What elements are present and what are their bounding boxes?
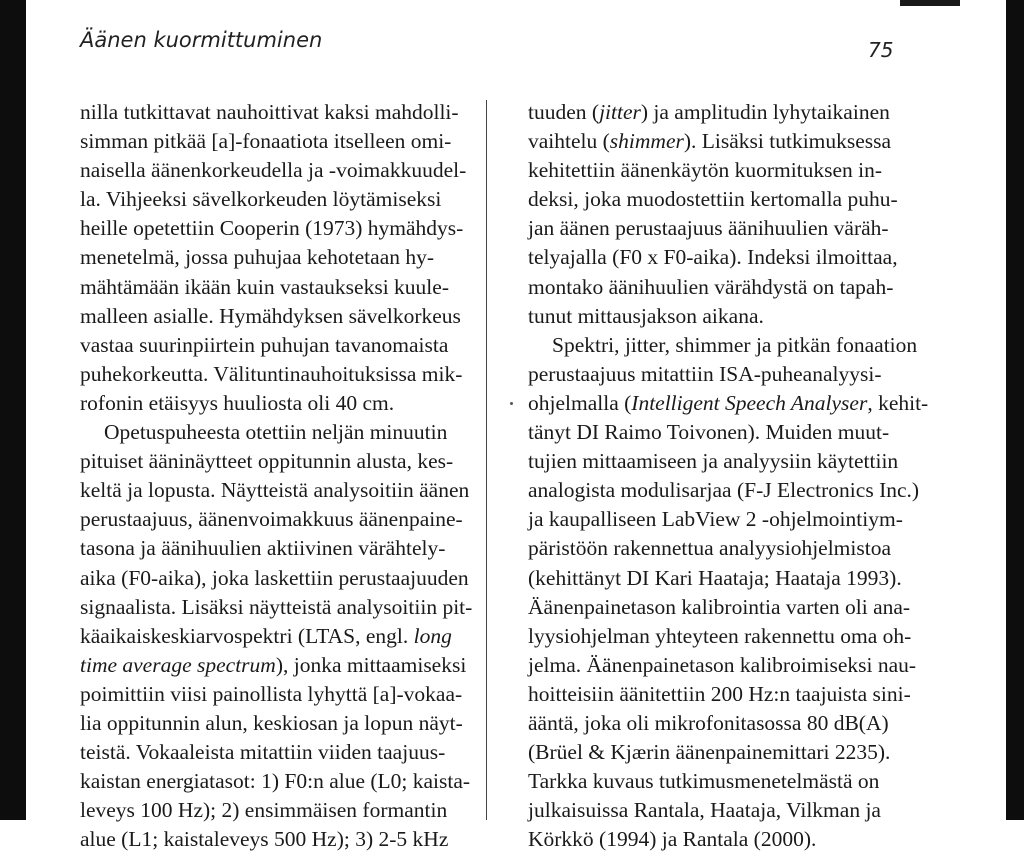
italic-term: Intelligent Speech Analyser bbox=[631, 390, 868, 415]
text-line: rofonin etäisyys huuliosta oli 40 cm. bbox=[80, 390, 395, 415]
text-line: heille opetettiin Cooperin (1973) hymähdys- bbox=[80, 216, 464, 241]
text-line: (Brüel & Kjærin äänenpainemittari 2235). bbox=[528, 740, 891, 765]
text-line: analogista modulisarjaa (F-J Electronics Inc.) bbox=[528, 478, 920, 503]
italic-term: time average spectrum bbox=[80, 652, 276, 677]
text-line: Tarkka kuvaus tutkimusmenetelmästä on bbox=[528, 769, 880, 794]
text-line: signaalista. Lisäksi näytteistä analysoitiin pit- bbox=[80, 594, 473, 619]
scan-edge-left bbox=[0, 0, 26, 820]
text-line: tuuden (jitter) ja amplitudin lyhytaikainen bbox=[528, 100, 890, 124]
text-line: nilla tutkittavat nauhoittivat kaksi mahdolli- bbox=[80, 100, 459, 124]
text-line: lyysiohjelman yhteyteen rakennettu oma oh- bbox=[528, 623, 912, 648]
left-column bbox=[80, 98, 473, 854]
text-line: lia oppitunnin alun, keskiosan ja lopun näyt- bbox=[80, 710, 463, 735]
italic-term: long bbox=[413, 623, 452, 648]
text-line: kaistan energiatasot: 1) F0:n alue (L0; kaista- bbox=[80, 769, 471, 794]
text-line: perustaajuus, äänenvoimakkuus äänenpaine- bbox=[80, 507, 463, 532]
text-line: tunut mittausjakson aikana. bbox=[528, 303, 764, 328]
text-line: julkaisuissa Rantala, Haataja, Vilkman ja bbox=[528, 798, 881, 823]
text-line: käaikaiskeskiarvospektri (LTAS, engl. long bbox=[80, 623, 452, 648]
text-line: time average spectrum), jonka mittaamiseksi bbox=[80, 652, 467, 677]
page-number: 75 bbox=[868, 38, 894, 62]
text-line: ja kaupalliseen LabView 2 -ohjelmointiym- bbox=[528, 507, 903, 532]
text-line: kehitettiin äänenkäytön kuormituksen in- bbox=[528, 158, 883, 183]
text-line: malleen asialle. Hymähdyksen sävelkorkeus bbox=[80, 303, 461, 328]
text-line: vaihtelu (shimmer). Lisäksi tutkimuksessa bbox=[528, 129, 892, 154]
text-line: puhekorkeutta. Välituntinauhoituksissa mik- bbox=[80, 361, 463, 386]
text-line: poimittiin viisi painollista lyhyttä [a]-vokaa- bbox=[80, 681, 463, 706]
text-line: hoitteisiin äänitettiin 200 Hz:n taajuista sini- bbox=[528, 681, 911, 706]
text-line: Äänenpainetason kalibrointia varten oli ana- bbox=[528, 594, 911, 619]
text-line: naisella äänenkorkeudella ja -voimakkuudel- bbox=[80, 158, 467, 183]
text-line: pituiset ääninäytteet oppitunnin alusta, kes- bbox=[80, 449, 454, 474]
text-line: alue (L1; kaistaleveys 500 Hz); 3) 2-5 kHz bbox=[80, 827, 449, 852]
text-line: montako äänihuulien värähdystä on tapah- bbox=[528, 274, 894, 299]
text-line: (kehittänyt DI Kari Haataja; Haataja 1993). bbox=[528, 565, 902, 590]
paragraph-start-line: Spektri, jitter, shimmer ja pitkän fonaation bbox=[552, 332, 918, 357]
column-divider bbox=[486, 100, 487, 820]
text-line: tujien mittaamiseen ja analyysiin käytettiin bbox=[528, 449, 899, 474]
scan-edge-top bbox=[900, 0, 960, 6]
text-line: telyajalla (F0 x F0-aika). Indeksi ilmoittaa, bbox=[528, 245, 898, 270]
italic-term: jitter bbox=[599, 100, 641, 124]
text-line: ääntä, joka oli mikrofonitasossa 80 dB(A) bbox=[528, 710, 889, 735]
text-line: ohjelmalla (Intelligent Speech Analyser, kehit- bbox=[528, 390, 929, 415]
text-line: deksi, joka muodostettiin kertomalla puhu- bbox=[528, 187, 898, 212]
paragraph-start-line: Opetuspuheesta otettiin neljän minuutin bbox=[104, 420, 448, 445]
text-line: päristöön rakennettua analyysiohjelmistoa bbox=[528, 536, 892, 561]
text-line: tasona ja äänihuulien aktiivinen värähtely- bbox=[80, 536, 446, 561]
text-line: keltä ja lopusta. Näytteistä analysoitiin äänen bbox=[80, 478, 470, 503]
text-line: simman pitkää [a]-fonaatiota itselleen omi- bbox=[80, 129, 452, 154]
text-line: vastaa suurinpiirtein puhujan tavanomaista bbox=[80, 332, 449, 357]
text-line: perustaajuus mitattiin ISA-puheanalyysi- bbox=[528, 361, 882, 386]
text-line: menetelmä, jossa puhujaa kehotetaan hy- bbox=[80, 245, 435, 270]
text-line: tänyt DI Raimo Toivonen). Muiden muut- bbox=[528, 420, 890, 445]
text-line: leveys 100 Hz); 2) ensimmäisen formantin bbox=[80, 798, 448, 823]
text-line: aika (F0-aika), joka laskettiin perustaajuuden bbox=[80, 565, 469, 590]
text-line: Körkkö (1994) ja Rantala (2000). bbox=[528, 827, 817, 852]
text-line: la. Vihjeeksi sävelkorkeuden löytämiseksi bbox=[80, 187, 442, 212]
text-line: jan äänen perustaajuus äänihuulien väräh- bbox=[528, 216, 889, 241]
running-head: Äänen kuormittuminen bbox=[80, 28, 323, 52]
italic-term: shimmer bbox=[609, 129, 684, 154]
text-line: mähtämään ikään kuin vastaukseksi kuule- bbox=[80, 274, 449, 299]
text-line: jelma. Äänenpainetason kalibroimiseksi nau- bbox=[528, 652, 917, 677]
text-line: teistä. Vokaaleista mitattiin viiden taajuus- bbox=[80, 740, 446, 765]
scan-speck bbox=[510, 402, 513, 405]
scan-edge-right bbox=[1006, 0, 1024, 820]
right-column bbox=[528, 98, 929, 854]
